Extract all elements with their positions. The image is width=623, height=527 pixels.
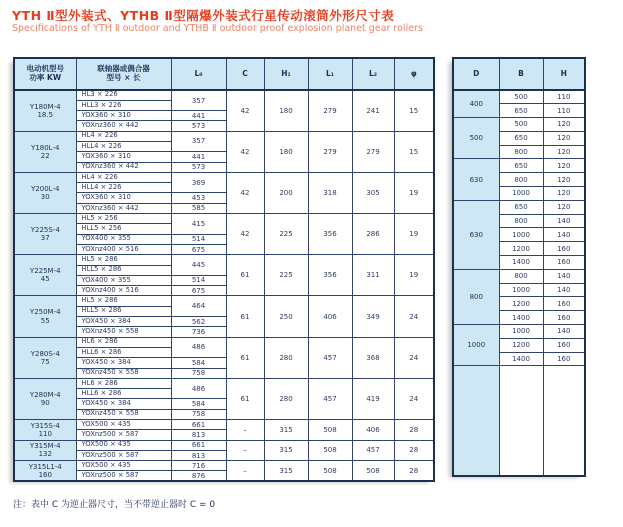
motor-model-cell	[14, 90, 76, 131]
h-cell: 140	[543, 283, 585, 297]
c-cell: 61	[226, 337, 264, 378]
drum-group	[453, 269, 585, 324]
motor-group	[14, 131, 434, 172]
h-cell: 120	[543, 131, 585, 145]
b-cell: 1000	[499, 228, 543, 242]
l0-cell: 514	[171, 234, 226, 244]
motor-group	[14, 255, 434, 296]
table-row	[453, 366, 585, 476]
l0-cell: 573	[171, 162, 226, 172]
coupling-cell: HLL5 × 256	[76, 224, 171, 234]
coupling-cell: HL6 × 286	[76, 378, 171, 388]
b-cell: 1400	[499, 311, 543, 325]
coupling-cell: YOXnz450 × 558	[76, 409, 171, 419]
motor-power: 30	[40, 192, 50, 201]
table-row	[453, 118, 585, 132]
drum-size-table	[452, 57, 586, 477]
coupling-cell: YOX400 × 355	[76, 234, 171, 244]
footnote: 注：表中 C 为逆止器尺寸，当不带逆止器时 C = 0	[13, 500, 216, 510]
d-cell	[453, 366, 499, 476]
h1-cell: 280	[264, 337, 308, 378]
table-row	[14, 90, 434, 100]
drum-group	[453, 366, 585, 476]
coupling-cell: HL6 × 286	[76, 337, 171, 347]
drum-table-header	[453, 58, 585, 90]
h-cell: 120	[543, 200, 585, 214]
table-row	[453, 90, 585, 104]
table-row	[453, 200, 585, 214]
l2-cell: 368	[352, 337, 394, 378]
phi-cell: 28	[394, 461, 434, 482]
phi-cell: 24	[394, 296, 434, 337]
h1-cell: 225	[264, 214, 308, 255]
header-motor-line2: 功率 KW	[29, 73, 62, 82]
h-cell	[543, 366, 585, 476]
b-cell: 800	[499, 214, 543, 228]
c-cell: 42	[226, 172, 264, 213]
drum-group	[453, 200, 585, 269]
coupling-cell: HLL5 × 286	[76, 265, 171, 275]
h1-cell: 225	[264, 255, 308, 296]
motor-power: 45	[40, 275, 50, 284]
l0-cell: 562	[171, 317, 226, 327]
coupling-cell: HL4 × 226	[76, 131, 171, 141]
h1-cell: 200	[264, 172, 308, 213]
l2-cell: 457	[352, 440, 394, 461]
coupling-cell: YOXnz500 × 587	[76, 430, 171, 440]
l0-cell: 758	[171, 368, 226, 378]
motor-model: Y225S-4	[30, 226, 60, 235]
c-cell: –	[226, 440, 264, 461]
l2-cell: 311	[352, 255, 394, 296]
phi-cell: 19	[394, 214, 434, 255]
coupling-cell: YOXnz360 × 442	[76, 121, 171, 131]
drum-group	[453, 325, 585, 366]
motor-model: Y315S-4	[30, 421, 60, 430]
motor-group	[14, 90, 434, 131]
l0-cell: 573	[171, 121, 226, 131]
motor-model: Y180M-4	[29, 102, 61, 111]
coupling-cell: HLL6 × 286	[76, 347, 171, 357]
motor-model: Y315L1-4	[28, 462, 62, 471]
b-cell: 800	[499, 145, 543, 159]
phi-cell: 24	[394, 337, 434, 378]
coupling-cell: HL3 × 226	[76, 90, 171, 100]
l2-cell: 279	[352, 131, 394, 172]
h1-cell: 315	[264, 440, 308, 461]
l0-cell: 514	[171, 275, 226, 285]
d-cell: 500	[453, 118, 499, 159]
h-cell: 110	[543, 104, 585, 118]
l1-cell: 279	[308, 90, 352, 131]
c-cell: 42	[226, 131, 264, 172]
drum-group	[453, 159, 585, 200]
coupling-cell: YOXnz500 × 587	[76, 471, 171, 481]
coupling-cell: YOX400 × 355	[76, 275, 171, 285]
motor-model: Y200L-4	[31, 184, 60, 193]
motor-model-cell	[14, 296, 76, 337]
d-cell: 630	[453, 200, 499, 269]
l2-cell: 241	[352, 90, 394, 131]
motor-model-cell	[14, 420, 76, 441]
coupling-cell: YOX360 × 310	[76, 152, 171, 162]
h-cell: 160	[543, 256, 585, 270]
coupling-cell: YOX450 × 384	[76, 399, 171, 409]
coupling-cell: HLL5 × 286	[76, 306, 171, 316]
table-row	[14, 337, 434, 347]
h-cell: 120	[543, 145, 585, 159]
l0-cell: 486	[171, 337, 226, 358]
header-d: D	[453, 58, 499, 90]
l0-cell: 369	[171, 172, 226, 193]
header-h1: H₁	[264, 58, 308, 90]
c-cell: 61	[226, 255, 264, 296]
motor-power: 160	[38, 470, 52, 479]
b-cell: 500	[499, 90, 543, 104]
d-cell: 1000	[453, 325, 499, 366]
header-coupling-line2: 型号 × 长	[106, 73, 141, 82]
table-row	[14, 420, 434, 430]
motor-power: 22	[40, 151, 50, 160]
l0-cell: 661	[171, 440, 226, 450]
drum-group	[453, 118, 585, 159]
l0-cell: 813	[171, 430, 226, 440]
h1-cell: 180	[264, 131, 308, 172]
h-cell: 160	[543, 242, 585, 256]
motor-model-cell	[14, 172, 76, 213]
b-cell: 650	[499, 200, 543, 214]
phi-cell: 15	[394, 131, 434, 172]
l0-cell: 357	[171, 90, 226, 111]
motor-model-cell	[14, 131, 76, 172]
b-cell: 1400	[499, 352, 543, 366]
header-c: C	[226, 58, 264, 90]
d-cell: 630	[453, 159, 499, 200]
header-motor	[14, 58, 76, 90]
l2-cell: 406	[352, 420, 394, 441]
motor-model: Y180L-4	[31, 143, 60, 152]
h-cell: 140	[543, 214, 585, 228]
motor-power: 55	[40, 316, 50, 325]
coupling-cell: HLL4 × 226	[76, 183, 171, 193]
coupling-cell: YOXnz450 × 558	[76, 327, 171, 337]
b-cell: 1200	[499, 297, 543, 311]
h-cell: 160	[543, 311, 585, 325]
coupling-cell: YOXnz360 × 442	[76, 203, 171, 213]
motor-group	[14, 296, 434, 337]
coupling-cell: HL5 × 256	[76, 214, 171, 224]
header-phi: φ	[394, 58, 434, 90]
l0-cell: 464	[171, 296, 226, 317]
b-cell: 800	[499, 173, 543, 187]
coupling-cell: YOX500 × 435	[76, 461, 171, 471]
l0-cell: 357	[171, 131, 226, 152]
motor-power: 132	[38, 450, 52, 459]
l0-cell: 453	[171, 193, 226, 203]
phi-cell: 28	[394, 420, 434, 441]
l0-cell: 736	[171, 327, 226, 337]
table-row	[453, 325, 585, 339]
b-cell: 650	[499, 131, 543, 145]
coupling-cell: YOX360 × 310	[76, 193, 171, 203]
h-cell: 160	[543, 352, 585, 366]
d-cell: 800	[453, 269, 499, 324]
motor-group	[14, 420, 434, 441]
header-motor-line1: 电动机型号	[26, 64, 64, 74]
motor-model-cell	[14, 337, 76, 378]
c-cell: –	[226, 420, 264, 441]
phi-cell: 24	[394, 378, 434, 419]
h-cell: 120	[543, 187, 585, 201]
l0-cell: 584	[171, 358, 226, 368]
l2-cell: 305	[352, 172, 394, 213]
b-cell: 500	[499, 118, 543, 132]
l0-cell: 758	[171, 409, 226, 419]
motor-power: 90	[40, 398, 50, 407]
motor-model: Y280S-4	[30, 349, 60, 358]
l1-cell: 356	[308, 255, 352, 296]
motor-group	[14, 172, 434, 213]
table-row	[453, 269, 585, 283]
c-cell: 61	[226, 378, 264, 419]
l1-cell: 356	[308, 214, 352, 255]
l1-cell: 406	[308, 296, 352, 337]
motor-model: Y225M-4	[29, 267, 61, 276]
b-cell: 1000	[499, 187, 543, 201]
table-row	[14, 461, 434, 471]
l1-cell: 457	[308, 378, 352, 419]
h-cell: 120	[543, 159, 585, 173]
header-l0: L₀	[171, 58, 226, 90]
table-row	[14, 296, 434, 306]
motor-group	[14, 461, 434, 482]
l1-cell: 508	[308, 461, 352, 482]
l0-cell: 415	[171, 214, 226, 235]
h-cell: 120	[543, 173, 585, 187]
drum-group	[453, 90, 585, 118]
h1-cell: 315	[264, 420, 308, 441]
l0-cell: 661	[171, 420, 226, 430]
c-cell: –	[226, 461, 264, 482]
motor-model: Y280M-4	[29, 390, 61, 399]
motor-model: Y250M-4	[29, 308, 61, 317]
l0-cell: 584	[171, 399, 226, 409]
b-cell: 1200	[499, 338, 543, 352]
coupling-cell: HL5 × 286	[76, 255, 171, 265]
b-cell: 650	[499, 159, 543, 173]
motor-group	[14, 440, 434, 461]
l0-cell: 675	[171, 286, 226, 296]
b-cell: 1000	[499, 325, 543, 339]
b-cell: 1200	[499, 242, 543, 256]
coupling-cell: YOXnz400 × 516	[76, 286, 171, 296]
l2-cell: 286	[352, 214, 394, 255]
page-title: YTH Ⅱ型外装式、YTHB Ⅱ型隔爆外装式行星传动滚筒外形尺寸表	[12, 8, 395, 23]
coupling-cell: YOXnz500 × 587	[76, 450, 171, 460]
b-cell: 800	[499, 269, 543, 283]
l1-cell: 508	[308, 440, 352, 461]
motor-model-cell	[14, 255, 76, 296]
l2-cell: 349	[352, 296, 394, 337]
l1-cell: 457	[308, 337, 352, 378]
header-coupling-line1: 联轴器或偶合器	[97, 64, 150, 74]
coupling-cell: HL4 × 226	[76, 172, 171, 182]
l0-cell: 876	[171, 471, 226, 481]
b-cell: 650	[499, 104, 543, 118]
table-row	[453, 159, 585, 173]
motor-power: 110	[38, 429, 52, 438]
header-l1: L₁	[308, 58, 352, 90]
phi-cell: 19	[394, 172, 434, 213]
table-row	[14, 440, 434, 450]
coupling-cell: YOXnz400 × 516	[76, 244, 171, 254]
l1-cell: 279	[308, 131, 352, 172]
motor-power: 18.5	[37, 110, 54, 119]
motor-power: 75	[40, 357, 50, 366]
c-cell: 61	[226, 296, 264, 337]
coupling-cell: YOX450 × 384	[76, 317, 171, 327]
table-row	[14, 172, 434, 182]
table-row	[14, 131, 434, 141]
h-cell: 140	[543, 228, 585, 242]
l0-cell: 585	[171, 203, 226, 213]
l0-cell: 716	[171, 461, 226, 471]
coupling-cell: HL5 × 286	[76, 296, 171, 306]
motor-model-cell	[14, 461, 76, 482]
l0-cell: 486	[171, 378, 226, 399]
b-cell: 1000	[499, 283, 543, 297]
header-l2: L₂	[352, 58, 394, 90]
coupling-cell: YOX500 × 435	[76, 440, 171, 450]
coupling-cell: HLL6 × 286	[76, 389, 171, 399]
main-table-header	[14, 58, 434, 90]
coupling-cell: HLL4 × 226	[76, 141, 171, 151]
phi-cell: 15	[394, 90, 434, 131]
l0-cell: 445	[171, 255, 226, 276]
coupling-cell: YOX360 × 310	[76, 111, 171, 121]
coupling-cell: YOX450 × 384	[76, 358, 171, 368]
b-cell	[499, 366, 543, 476]
h-cell: 120	[543, 118, 585, 132]
page-subtitle: Specifications of YTH Ⅱ outdoor and YTHB Ⅱ outdoor proof explosion planet gear rollers	[12, 23, 423, 34]
l0-cell: 813	[171, 450, 226, 460]
table-row	[14, 378, 434, 388]
l1-cell: 318	[308, 172, 352, 213]
motor-model-cell	[14, 440, 76, 461]
h-cell: 140	[543, 325, 585, 339]
b-cell: 1400	[499, 256, 543, 270]
l2-cell: 419	[352, 378, 394, 419]
d-cell: 400	[453, 90, 499, 118]
motor-group	[14, 337, 434, 378]
coupling-cell: YOX500 × 435	[76, 420, 171, 430]
c-cell: 42	[226, 214, 264, 255]
l2-cell: 508	[352, 461, 394, 482]
h1-cell: 280	[264, 378, 308, 419]
h-cell: 110	[543, 90, 585, 104]
table-row	[14, 214, 434, 224]
motor-model-cell	[14, 214, 76, 255]
l0-cell: 675	[171, 244, 226, 254]
main-spec-table	[13, 57, 435, 482]
h1-cell: 315	[264, 461, 308, 482]
coupling-cell: YOXnz450 × 558	[76, 368, 171, 378]
h-cell: 160	[543, 297, 585, 311]
h-cell: 140	[543, 269, 585, 283]
h1-cell: 250	[264, 296, 308, 337]
header-coupling	[76, 58, 171, 90]
c-cell: 42	[226, 90, 264, 131]
l0-cell: 441	[171, 152, 226, 162]
motor-power: 37	[40, 234, 50, 243]
motor-model: Y315M-4	[29, 442, 61, 451]
coupling-cell: HLL3 × 226	[76, 100, 171, 110]
h1-cell: 180	[264, 90, 308, 131]
coupling-cell: YOXnz360 × 442	[76, 162, 171, 172]
phi-cell: 28	[394, 440, 434, 461]
h-cell: 160	[543, 338, 585, 352]
table-row	[14, 255, 434, 265]
phi-cell: 19	[394, 255, 434, 296]
header-h: H	[543, 58, 585, 90]
motor-group	[14, 214, 434, 255]
l0-cell: 441	[171, 111, 226, 121]
l1-cell: 508	[308, 420, 352, 441]
header-b: B	[499, 58, 543, 90]
motor-model-cell	[14, 378, 76, 419]
motor-group	[14, 378, 434, 419]
